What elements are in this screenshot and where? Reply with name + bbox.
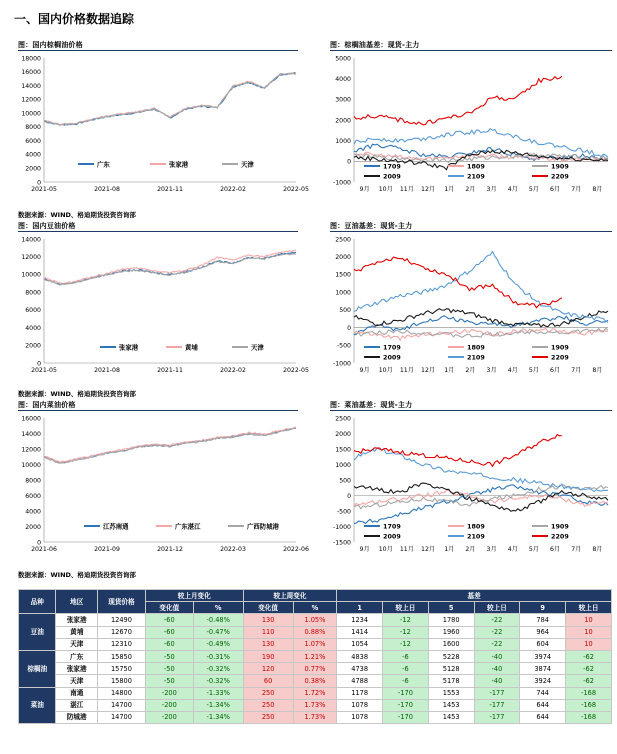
table-row <box>19 663 612 675</box>
header-spot-price: 现货价格 <box>98 590 146 614</box>
b9-cell: 784 <box>520 614 566 626</box>
x-tick-label: 9月 <box>359 186 370 193</box>
region-cell: 南通 <box>56 687 98 699</box>
table-row <box>19 711 612 723</box>
b5-cell: 5228 <box>428 650 474 662</box>
b9-cell: 744 <box>520 687 566 699</box>
x-tick-label: 6月 <box>550 367 561 374</box>
y-tick-label: 2000 <box>25 165 41 173</box>
legend-label: 1809 <box>467 343 485 352</box>
y-tick-label: 10000 <box>21 110 41 118</box>
b5d-cell: -22 <box>474 626 520 638</box>
m_pct-cell: -0.48% <box>193 614 243 626</box>
m_chg-cell: -200 <box>145 711 193 723</box>
subheader: 变化值 <box>243 602 293 614</box>
x-tick-label: 2月 <box>465 186 476 193</box>
soy-price-title: 图：国内豆油价格 <box>18 222 76 230</box>
y-tick-label: 12000 <box>21 446 41 454</box>
b9d-cell: -168 <box>566 711 612 723</box>
x-tick-label: 2022-03 <box>220 546 246 553</box>
w_pct-cell: 0.88% <box>293 626 337 638</box>
legend-label: 广东湛江 <box>175 522 201 531</box>
y-tick-label: -500 <box>336 342 351 350</box>
category-cell: 棕榈油 <box>19 650 56 687</box>
series-line-2009 <box>354 483 608 511</box>
series-line-2009 <box>354 309 608 327</box>
palm-basis-title: 图：棕榈油基差：现货-主力 <box>330 41 420 49</box>
legend-label: 广西防城港 <box>247 522 279 531</box>
price-cell: 14700 <box>98 711 146 723</box>
x-tick-label: 11月 <box>399 367 414 374</box>
x-tick-label: 10月 <box>378 367 393 374</box>
palm-price-title: 图：国内棕榈油价格 <box>18 41 83 49</box>
x-tick-label: 2021-05 <box>31 186 57 193</box>
x-tick-label: 9月 <box>359 546 370 553</box>
subheader: 9 <box>520 602 566 614</box>
y-tick-label: 6000 <box>25 307 41 315</box>
b5d-cell: -22 <box>474 638 520 650</box>
legend-label: 张家港 <box>119 343 139 352</box>
b1d-cell: -12 <box>383 638 429 650</box>
subheader: 1 <box>337 602 383 614</box>
series-line-黄埔 <box>44 250 296 284</box>
b1-cell: 1414 <box>337 626 383 638</box>
b1d-cell: -6 <box>383 650 429 662</box>
y-tick-label: -1000 <box>333 179 351 187</box>
x-tick-label: 3月 <box>486 186 497 193</box>
y-tick-label: 5000 <box>335 55 351 63</box>
legend-label: 广东 <box>97 160 110 169</box>
y-tick-label: 2500 <box>335 415 351 423</box>
m_pct-cell: -0.47% <box>193 626 243 638</box>
x-tick-label: 1月 <box>444 546 455 553</box>
rape-basis-chart <box>326 412 616 564</box>
legend-label: 江苏南通 <box>103 522 129 531</box>
subheader: 变化值 <box>145 602 193 614</box>
y-tick-label: 2000 <box>335 254 351 262</box>
y-tick-label: -1500 <box>333 539 351 547</box>
b9-cell: 604 <box>520 638 566 650</box>
y-tick-label: 2000 <box>25 523 41 531</box>
legend-label: 1909 <box>551 343 569 352</box>
w_chg-cell: 250 <box>243 699 293 711</box>
b5d-cell: -40 <box>474 650 520 662</box>
header-month-change: 较上月变化 <box>145 590 243 602</box>
x-tick-label: 12月 <box>421 367 436 374</box>
divider <box>330 231 612 232</box>
w_chg-cell: 130 <box>243 638 293 650</box>
y-tick-label: 2500 <box>335 236 351 244</box>
x-tick-label: 5月 <box>528 367 539 374</box>
b9-cell: 964 <box>520 626 566 638</box>
w_pct-cell: 0.77% <box>293 663 337 675</box>
b9-cell: 644 <box>520 711 566 723</box>
divider <box>330 50 612 51</box>
table-row <box>19 614 612 626</box>
x-tick-label: 10月 <box>378 186 393 193</box>
b1-cell: 1178 <box>337 687 383 699</box>
w_pct-cell: 1.05% <box>293 614 337 626</box>
data-source: 数据来源：WIND、格迪期货投资咨询部 <box>18 571 136 579</box>
price-cell: 15800 <box>98 675 146 687</box>
price-table <box>18 589 612 724</box>
b5d-cell: -177 <box>474 699 520 711</box>
x-tick-label: 2022-02 <box>220 186 246 193</box>
y-tick-label: 2000 <box>335 117 351 125</box>
price-cell: 14800 <box>98 687 146 699</box>
x-tick-label: 11月 <box>399 186 414 193</box>
category-cell: 菜油 <box>19 687 56 724</box>
x-tick-label: 12月 <box>421 186 436 193</box>
b9d-cell: -62 <box>566 650 612 662</box>
m_chg-cell: -50 <box>145 663 193 675</box>
price-cell: 12670 <box>98 626 146 638</box>
series-line-2109 <box>354 252 608 323</box>
legend-label: 2009 <box>383 532 401 541</box>
b5d-cell: -40 <box>474 663 520 675</box>
x-tick-label: 7月 <box>571 367 582 374</box>
m_chg-cell: -200 <box>145 699 193 711</box>
w_chg-cell: 130 <box>243 614 293 626</box>
x-tick-label: 2021-11 <box>157 186 183 193</box>
b5-cell: 1780 <box>428 614 474 626</box>
x-tick-label: 12月 <box>421 546 436 553</box>
b1-cell: 1078 <box>337 711 383 723</box>
price-cell: 12490 <box>98 614 146 626</box>
b5-cell: 1453 <box>428 711 474 723</box>
soy-basis-chart <box>326 233 616 385</box>
subheader: 较上日 <box>383 602 429 614</box>
x-tick-label: 6月 <box>550 546 561 553</box>
table-row <box>19 687 612 699</box>
b1-cell: 1234 <box>337 614 383 626</box>
x-tick-label: 8月 <box>592 367 603 374</box>
region-cell: 张家港 <box>56 614 98 626</box>
x-tick-label: 10月 <box>378 546 393 553</box>
b1-cell: 4738 <box>337 663 383 675</box>
b1-cell: 1054 <box>337 638 383 650</box>
header-week-change: 较上周变化 <box>243 590 337 602</box>
legend-label: 2209 <box>551 172 569 181</box>
b5d-cell: -40 <box>474 675 520 687</box>
m_chg-cell: -60 <box>145 638 193 650</box>
legend-label: 1909 <box>551 162 569 171</box>
region-cell: 天津 <box>56 675 98 687</box>
price-cell: 14700 <box>98 699 146 711</box>
m_chg-cell: -60 <box>145 614 193 626</box>
b1d-cell: -170 <box>383 711 429 723</box>
region-cell: 黄埔 <box>56 626 98 638</box>
legend-label: 天津 <box>241 160 254 169</box>
region-cell: 广东 <box>56 650 98 662</box>
b1-cell: 4788 <box>337 675 383 687</box>
category-cell: 豆油 <box>19 614 56 651</box>
rape-basis-title: 图：菜油基差：现货-主力 <box>330 401 413 409</box>
legend-label: 1809 <box>467 522 485 531</box>
x-tick-label: 5月 <box>528 186 539 193</box>
x-tick-label: 8月 <box>592 186 603 193</box>
x-tick-label: 8月 <box>592 546 603 553</box>
b1d-cell: -6 <box>383 663 429 675</box>
y-tick-label: 0 <box>37 539 41 547</box>
x-tick-label: 2021-05 <box>31 367 57 374</box>
subheader: 较上日 <box>474 602 520 614</box>
x-tick-label: 2月 <box>465 546 476 553</box>
w_pct-cell: 1.73% <box>293 699 337 711</box>
y-tick-label: 4000 <box>25 508 41 516</box>
divider <box>18 231 298 232</box>
y-tick-label: 0 <box>37 360 41 368</box>
rape-price-chart <box>14 412 309 564</box>
b9-cell: 3974 <box>520 650 566 662</box>
rape-price-title: 图：国内菜油价格 <box>18 401 76 409</box>
x-tick-label: 5月 <box>528 546 539 553</box>
w_pct-cell: 1.72% <box>293 687 337 699</box>
b5d-cell: -177 <box>474 687 520 699</box>
divider <box>18 50 298 51</box>
m_pct-cell: -1.34% <box>193 711 243 723</box>
y-tick-label: 14000 <box>21 430 41 438</box>
x-tick-label: 2月 <box>465 367 476 374</box>
x-tick-label: 7月 <box>571 186 582 193</box>
y-tick-label: 12000 <box>21 96 41 104</box>
legend-label: 2009 <box>383 353 401 362</box>
b1d-cell: -170 <box>383 699 429 711</box>
x-tick-label: 11月 <box>399 546 414 553</box>
y-tick-label: 1000 <box>335 289 351 297</box>
y-tick-label: 4000 <box>335 75 351 83</box>
b5-cell: 5178 <box>428 675 474 687</box>
subheader: % <box>193 602 243 614</box>
region-cell: 防城港 <box>56 711 98 723</box>
b5d-cell: -177 <box>474 711 520 723</box>
x-tick-label: 1月 <box>444 367 455 374</box>
y-tick-label: 14000 <box>21 82 41 90</box>
legend-label: 2109 <box>467 353 485 362</box>
b9d-cell: -62 <box>566 663 612 675</box>
y-tick-label: 500 <box>339 477 351 485</box>
series-line-广东湛江 <box>44 427 296 462</box>
y-tick-label: -1000 <box>333 523 351 531</box>
b9d-cell: 10 <box>566 626 612 638</box>
series-line-2109 <box>354 129 608 158</box>
data-source: 数据来源：WIND、格迪期货投资咨询部 <box>18 390 136 398</box>
data-source: 数据来源：WIND、格迪期货投资咨询部 <box>18 211 136 219</box>
soy-price-chart <box>14 233 309 385</box>
y-tick-label: 18000 <box>21 55 41 63</box>
palm-price-chart <box>14 52 309 204</box>
y-tick-label: 0 <box>37 179 41 187</box>
w_pct-cell: 1.07% <box>293 638 337 650</box>
m_chg-cell: -50 <box>145 675 193 687</box>
x-tick-label: 3月 <box>486 367 497 374</box>
table-row <box>19 626 612 638</box>
b9d-cell: -62 <box>566 675 612 687</box>
w_pct-cell: 1.21% <box>293 650 337 662</box>
y-tick-label: 6000 <box>25 492 41 500</box>
y-tick-label: 1500 <box>335 446 351 454</box>
y-tick-label: -1000 <box>333 360 351 368</box>
section-heading: 一、国内价格数据追踪 <box>14 12 135 26</box>
header-basis: 基差 <box>337 590 612 602</box>
legend-label: 1709 <box>383 343 401 352</box>
b5-cell: 5128 <box>428 663 474 675</box>
x-tick-label: 7月 <box>571 546 582 553</box>
y-tick-label: 0 <box>347 492 351 500</box>
m_pct-cell: -0.31% <box>193 650 243 662</box>
y-tick-label: 12000 <box>21 254 41 262</box>
x-tick-label: 2022-02 <box>220 367 246 374</box>
b9-cell: 3874 <box>520 663 566 675</box>
table-row <box>19 675 612 687</box>
subheader: 5 <box>428 602 474 614</box>
b9-cell: 3924 <box>520 675 566 687</box>
y-tick-label: 1000 <box>335 137 351 145</box>
b1-cell: 4838 <box>337 650 383 662</box>
b1d-cell: -170 <box>383 687 429 699</box>
legend-label: 天津 <box>251 343 264 352</box>
b5-cell: 1960 <box>428 626 474 638</box>
subheader: % <box>293 602 337 614</box>
m_pct-cell: -1.33% <box>193 687 243 699</box>
m_pct-cell: -0.49% <box>193 638 243 650</box>
y-tick-label: 500 <box>339 307 351 315</box>
x-tick-label: 9月 <box>359 367 370 374</box>
region-cell: 湛江 <box>56 699 98 711</box>
y-tick-label: 8000 <box>25 477 41 485</box>
x-tick-label: 4月 <box>507 367 518 374</box>
m_pct-cell: -1.34% <box>193 699 243 711</box>
y-tick-label: 0 <box>347 158 351 166</box>
palm-basis-chart <box>326 52 616 204</box>
legend-label: 1709 <box>383 162 401 171</box>
b5-cell: 1453 <box>428 699 474 711</box>
m_pct-cell: -0.32% <box>193 663 243 675</box>
legend-label: 1709 <box>383 522 401 531</box>
x-tick-label: 2022-05 <box>283 367 309 374</box>
b1d-cell: -12 <box>383 626 429 638</box>
series-line-张家港 <box>44 73 296 125</box>
b5-cell: 1553 <box>428 687 474 699</box>
legend-label: 2109 <box>467 532 485 541</box>
m_pct-cell: -0.32% <box>193 675 243 687</box>
y-tick-label: 10000 <box>21 271 41 279</box>
w_chg-cell: 190 <box>243 650 293 662</box>
table-header-row <box>19 590 612 602</box>
b9d-cell: 10 <box>566 614 612 626</box>
y-tick-label: 4000 <box>25 151 41 159</box>
w_pct-cell: 0.38% <box>293 675 337 687</box>
w_pct-cell: 1.73% <box>293 711 337 723</box>
region-cell: 张家港 <box>56 663 98 675</box>
x-tick-label: 2021-08 <box>94 186 120 193</box>
y-tick-label: -500 <box>336 508 351 516</box>
subheader: 较上日 <box>566 602 612 614</box>
b1-cell: 1078 <box>337 699 383 711</box>
y-tick-label: 2000 <box>335 430 351 438</box>
divider <box>330 410 612 411</box>
m_chg-cell: -50 <box>145 650 193 662</box>
y-tick-label: 10000 <box>21 461 41 469</box>
y-tick-label: 16000 <box>21 69 41 77</box>
y-tick-label: 1500 <box>335 271 351 279</box>
b1d-cell: -12 <box>383 614 429 626</box>
legend-label: 1809 <box>467 162 485 171</box>
y-tick-label: 6000 <box>25 137 41 145</box>
series-line-天津 <box>44 73 296 125</box>
legend-label: 2209 <box>551 353 569 362</box>
x-tick-label: 2022-05 <box>283 186 309 193</box>
price-cell: 15850 <box>98 650 146 662</box>
y-tick-label: 1000 <box>335 461 351 469</box>
price-cell: 12310 <box>98 638 146 650</box>
header-region: 地区 <box>56 590 98 614</box>
b9d-cell: 10 <box>566 638 612 650</box>
b5d-cell: -22 <box>474 614 520 626</box>
w_chg-cell: 250 <box>243 711 293 723</box>
b9d-cell: -168 <box>566 699 612 711</box>
y-tick-label: 16000 <box>21 415 41 423</box>
y-tick-label: 2000 <box>25 342 41 350</box>
legend-label: 2209 <box>551 532 569 541</box>
y-tick-label: 14000 <box>21 236 41 244</box>
y-tick-label: 8000 <box>25 289 41 297</box>
legend-label: 黄埔 <box>185 343 198 352</box>
x-tick-label: 2021-12 <box>157 546 183 553</box>
x-tick-label: 4月 <box>507 546 518 553</box>
legend-label: 2109 <box>467 172 485 181</box>
x-tick-label: 2022-06 <box>283 546 309 553</box>
w_chg-cell: 250 <box>243 687 293 699</box>
x-tick-label: 2021-06 <box>31 546 57 553</box>
y-tick-label: 3000 <box>335 96 351 104</box>
x-tick-label: 2021-11 <box>157 367 183 374</box>
x-tick-label: 1月 <box>444 186 455 193</box>
x-tick-label: 6月 <box>550 186 561 193</box>
legend-label: 2009 <box>383 172 401 181</box>
legend-label: 1909 <box>551 522 569 531</box>
x-tick-label: 4月 <box>507 186 518 193</box>
x-tick-label: 3月 <box>486 546 497 553</box>
legend-label: 张家港 <box>169 160 189 169</box>
series-line-2109 <box>354 448 608 492</box>
b1d-cell: -6 <box>383 675 429 687</box>
y-tick-label: 0 <box>347 324 351 332</box>
y-tick-label: 8000 <box>25 124 41 132</box>
x-tick-label: 2021-09 <box>94 546 120 553</box>
series-line-2209 <box>354 76 562 125</box>
m_chg-cell: -200 <box>145 687 193 699</box>
b9-cell: 644 <box>520 699 566 711</box>
x-tick-label: 2021-08 <box>94 367 120 374</box>
b5-cell: 1600 <box>428 638 474 650</box>
header-category: 品种 <box>19 590 56 614</box>
table-row <box>19 638 612 650</box>
region-cell: 天津 <box>56 638 98 650</box>
w_chg-cell: 110 <box>243 626 293 638</box>
table-row <box>19 650 612 662</box>
w_chg-cell: 60 <box>243 675 293 687</box>
b9d-cell: -168 <box>566 687 612 699</box>
m_chg-cell: -60 <box>145 626 193 638</box>
price-cell: 15750 <box>98 663 146 675</box>
divider <box>18 410 298 411</box>
soy-basis-title: 图：豆油基差：现货-主力 <box>330 222 413 230</box>
y-tick-label: 4000 <box>25 324 41 332</box>
w_chg-cell: 120 <box>243 663 293 675</box>
table-row <box>19 699 612 711</box>
